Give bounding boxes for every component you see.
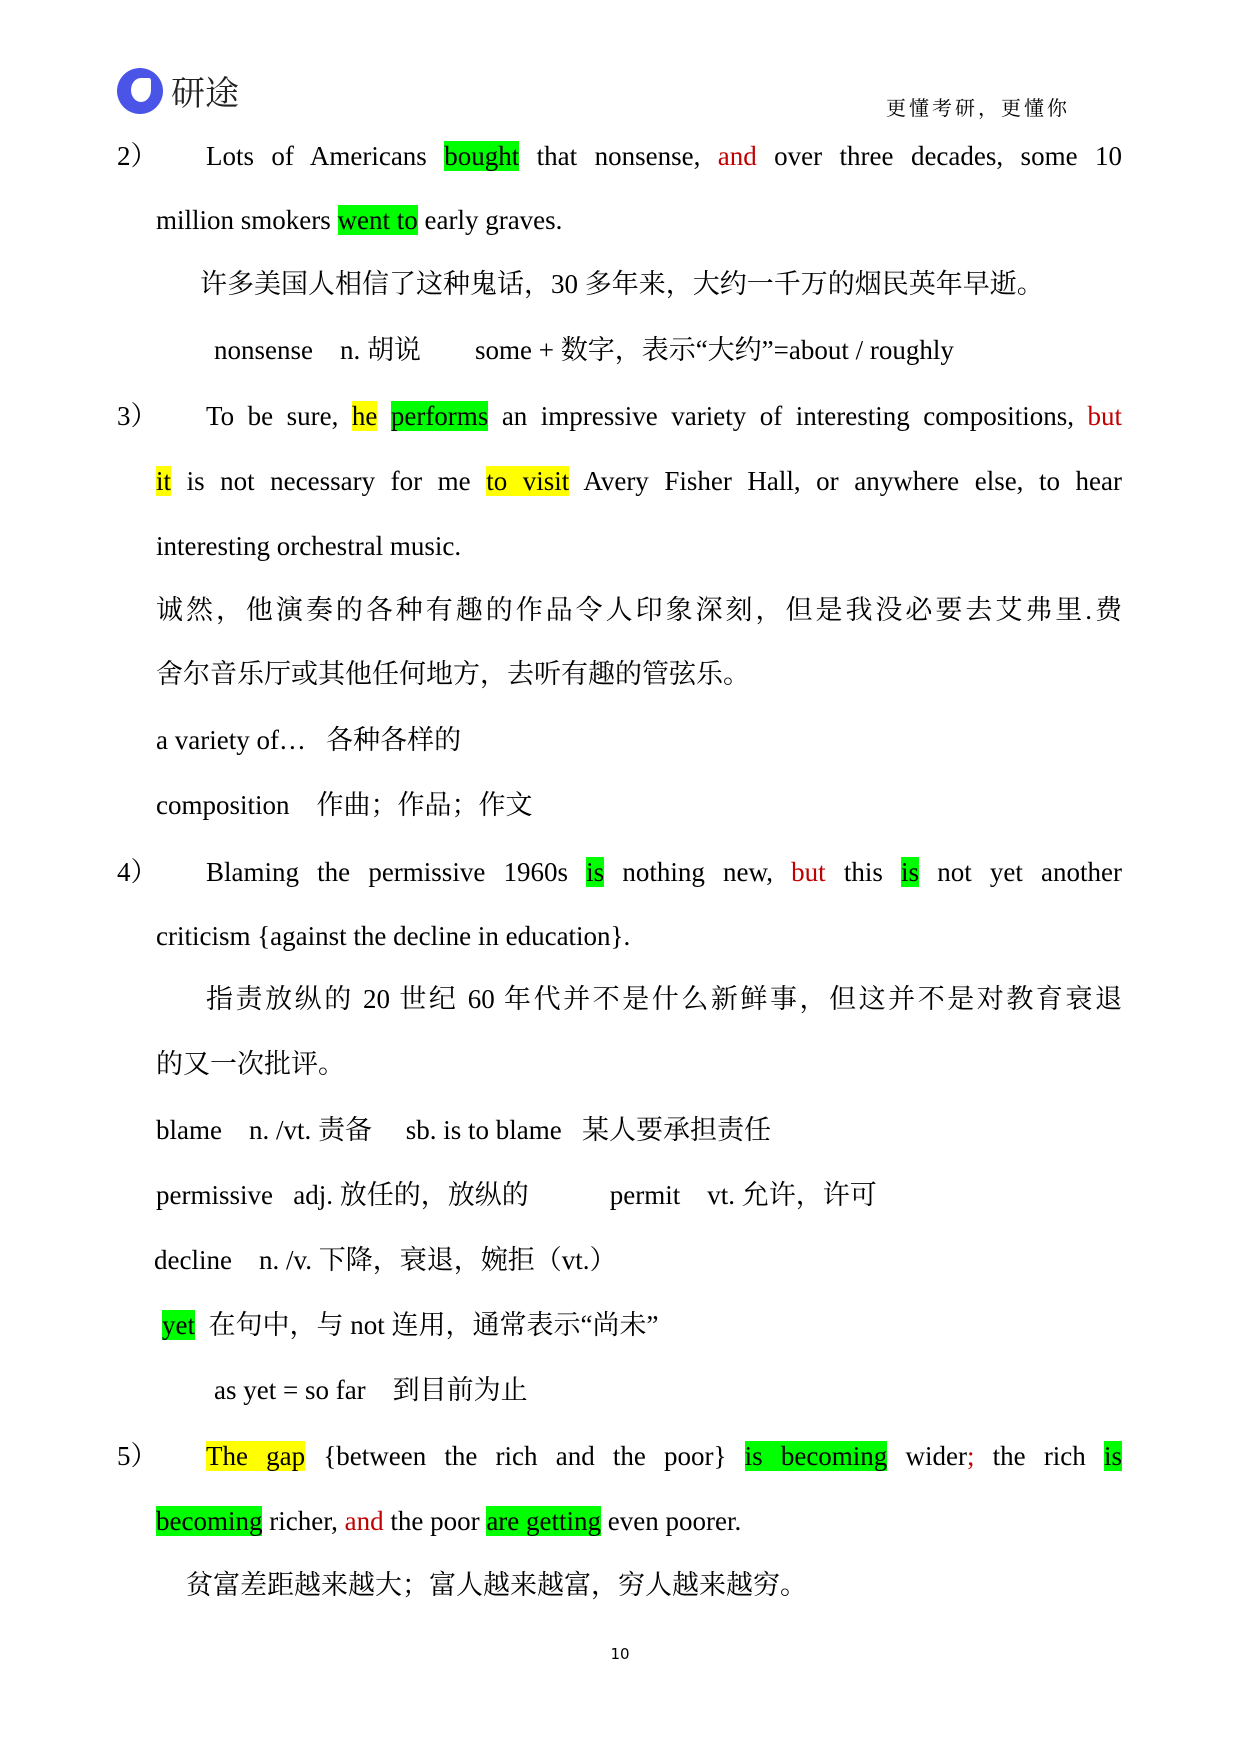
- green-highlight: is: [901, 857, 920, 887]
- yellow-highlight: he: [351, 401, 378, 431]
- text-segment: [377, 401, 391, 431]
- text-segment: 指责放纵的 20 世纪 60 年代并不是什么新鲜事，但这并不是对教育衰退: [206, 984, 1122, 1014]
- text-line: [186, 1567, 807, 1603]
- yellow-highlight: to visit: [486, 466, 570, 496]
- text-segment: Avery Fisher Hall, or anywhere else, to hear: [569, 466, 1122, 496]
- text-line: [162, 1307, 658, 1343]
- green-highlight: are getting: [486, 1506, 602, 1536]
- text-segment: criticism {against the decline in education}.: [156, 921, 631, 951]
- text-line: [206, 138, 1122, 174]
- text-segment: even poorer.: [601, 1506, 742, 1536]
- text-segment: blame n. /vt. 责备 sb. is to blame 某人要承担责任: [156, 1115, 771, 1145]
- text-line: [206, 981, 1122, 1017]
- text-segment: not yet another: [919, 857, 1123, 887]
- text-segment: 的又一次批评。: [156, 1049, 345, 1079]
- item-number: 4）: [117, 857, 158, 887]
- green-highlight: yet: [162, 1310, 195, 1340]
- green-highlight: is: [586, 857, 605, 887]
- text-segment: wider: [887, 1441, 967, 1471]
- logo-text: 研途: [171, 74, 239, 114]
- text-line: [156, 202, 562, 238]
- yellow-highlight: The gap: [206, 1441, 306, 1471]
- text-line: [156, 1112, 771, 1148]
- text-segment: the rich: [974, 1441, 1104, 1471]
- text-segment: early graves.: [417, 205, 563, 235]
- text-segment: Lots of Americans: [206, 141, 445, 171]
- text-line: [206, 1438, 1122, 1474]
- text-segment: 贫富差距越来越大；富人越来越富，穷人越来越穷。: [186, 1570, 807, 1600]
- item-number: 5）: [117, 1441, 158, 1471]
- text-segment: 舍尔音乐厅或其他任何地方，去听有趣的管弦乐。: [156, 659, 750, 689]
- text-line: [156, 463, 1122, 499]
- green-highlight: went to: [337, 205, 418, 235]
- text-segment: that nonsense,: [519, 141, 718, 171]
- text-segment: Blaming the permissive 1960s: [206, 857, 587, 887]
- green-highlight: performs: [390, 401, 489, 431]
- text-line: [156, 528, 461, 564]
- text-line: [206, 398, 1122, 434]
- text-segment: richer,: [262, 1506, 345, 1536]
- text-segment: is not necessary for me: [171, 466, 487, 496]
- text-line: [156, 918, 630, 954]
- red-text: and: [717, 141, 757, 171]
- text-line: [156, 592, 1122, 628]
- red-text: but: [1087, 401, 1122, 431]
- text-line: [214, 1372, 528, 1408]
- red-text: ;: [966, 1441, 975, 1471]
- text-line: [154, 1242, 616, 1278]
- text-line: [156, 1177, 877, 1213]
- yellow-highlight: it: [156, 466, 172, 496]
- text-line: [156, 656, 750, 692]
- green-highlight: is: [1103, 1441, 1122, 1471]
- item-number: 3）: [117, 401, 158, 431]
- text-segment: nothing new,: [604, 857, 792, 887]
- text-line: [214, 332, 954, 368]
- text-line: [156, 722, 461, 758]
- red-text: but: [791, 857, 826, 887]
- green-highlight: is becoming: [744, 1441, 888, 1471]
- text-segment: an impressive variety of interesting compositions,: [488, 401, 1088, 431]
- text-segment: a variety of… 各种各样的: [156, 725, 462, 755]
- text-segment: composition 作曲；作品；作文: [156, 790, 533, 820]
- logo: [117, 66, 239, 115]
- text-segment: interesting orchestral music.: [156, 531, 462, 561]
- text-segment: {between the rich and the poor}: [305, 1441, 745, 1471]
- tagline: 更懂考研，更懂你: [886, 96, 1070, 120]
- text-segment: the poor: [383, 1506, 487, 1536]
- green-highlight: bought: [444, 141, 520, 171]
- text-segment: permissive adj. 放任的，放纵的 permit vt. 允许，许可: [156, 1180, 877, 1210]
- logo-icon: [117, 68, 163, 114]
- text-segment: as yet = so far 到目前为止: [214, 1375, 528, 1405]
- text-segment: this: [825, 857, 902, 887]
- green-highlight: becoming: [156, 1506, 263, 1536]
- text-line: [156, 1046, 345, 1082]
- item-number: 2）: [117, 141, 158, 171]
- text-segment: 许多美国人相信了这种鬼话，30 多年来，大约一千万的烟民英年早逝。: [200, 269, 1044, 299]
- text-segment: 在句中，与 not 连用，通常表示“尚未”: [195, 1310, 659, 1340]
- text-segment: decline n. /v. 下降，衰退，婉拒（vt.）: [154, 1245, 617, 1275]
- page-number: 10: [610, 1645, 630, 1663]
- text-segment: nonsense n. 胡说 some + 数字，表示“大约”=about / roughly: [214, 335, 954, 365]
- text-segment: 诚然，他演奏的各种有趣的作品令人印象深刻，但是我没必要去艾弗里.费: [156, 595, 1122, 625]
- text-segment: To be sure,: [206, 401, 352, 431]
- text-line: [156, 1503, 741, 1539]
- text-segment: over three decades, some 10: [756, 141, 1122, 171]
- text-line: [156, 787, 533, 823]
- text-line: [206, 854, 1122, 890]
- red-text: and: [344, 1506, 384, 1536]
- text-segment: million smokers: [156, 205, 338, 235]
- text-line: [200, 266, 1044, 302]
